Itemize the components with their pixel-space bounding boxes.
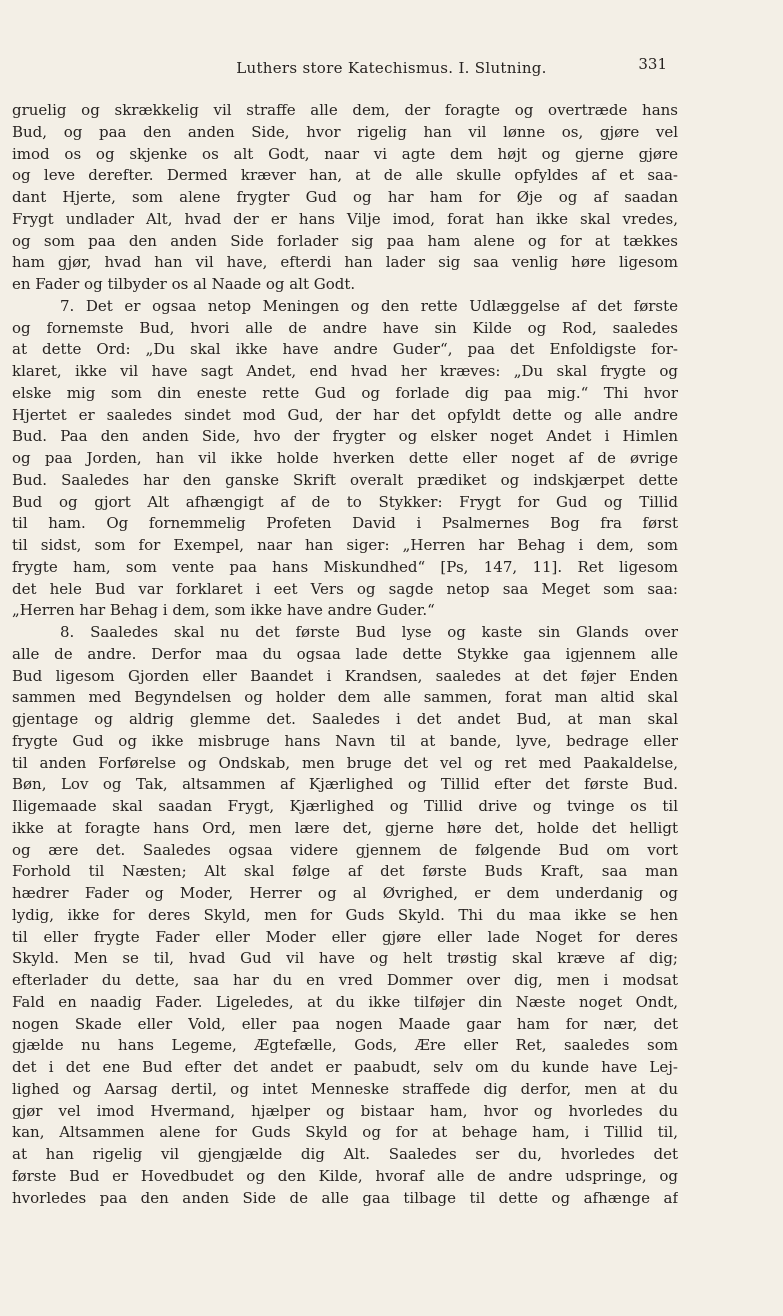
text-line: Forhold til Næsten; Alt skal følge af det første Buds Kraft, saa man — [12, 862, 678, 881]
text-line: lighed og Aarsag dertil, og intet Menneske straffede dig derfor, men at du — [12, 1079, 678, 1098]
text-line: Bud, og paa den anden Side, hvor rigelig han vil lønne os, gjøre vel — [12, 122, 678, 141]
text-line: hædrer Fader og Moder, Herrer og al Øvrighed, er dem underdanig og — [12, 884, 678, 902]
text-line: og ære det. Saaledes ogsaa videre gjennem de følgende Bud om vort — [12, 840, 678, 859]
text-line: „Herren har Behag i dem, som ikke have andre Guder.“ — [12, 601, 435, 620]
text-line: Bud. Saaledes har den ganske Skrift overalt prædiket og indskjærpet dette — [12, 470, 678, 489]
text-line: gruelig og skrækkelig vil straffe alle dem, der foragte og overtræde hans — [12, 101, 678, 119]
text-line: Hjertet er saaledes sindet mod Gud, der har det opfyldt dette og alle andre — [12, 405, 678, 424]
text-line: ham gjør, hvad han vil have, efterdi han lader sig saa venlig høre ligesom — [12, 253, 678, 272]
text-line: nogen Skade eller Vold, eller paa nogen Maade gaar ham for nær, det — [12, 1014, 678, 1033]
text-line: Fald en naadig Fader. Ligeledes, at du ikke tilføjer din Næste noget Ondt, — [12, 992, 678, 1011]
text-line: klaret, ikke vil have sagt Andet, end hvad her kræves: „Du skal frygte og — [12, 362, 678, 380]
text-line: ikke at foragte hans Ord, men lære det, gjerne høre det, holde det helligt — [12, 818, 678, 837]
text-line: kan, Altsammen alene for Guds Skyld og for at behage ham, i Tillid til, — [12, 1123, 678, 1142]
text-line: efterlader du dette, saa har du en vred Dommer over dig, men i modsat — [12, 971, 678, 989]
text-line: Iligemaade skal saadan Frygt, Kjærlighed og Tillid drive og tvinge os til — [12, 797, 678, 815]
text-line: første Bud er Hovedbudet og den Kilde, hvoraf alle de andre udspringe, og — [12, 1166, 678, 1185]
text-line: til anden Forførelse og Ondskab, men bruge det vel og ret med Paakaldelse, — [12, 753, 678, 772]
text-line: at han rigelig vil gjengjælde dig Alt. Saaledes ser du, hvorledes det — [12, 1145, 678, 1163]
text-line: det hele Bud var forklaret i eet Vers og sagde netop saa Meget som saa: — [12, 579, 678, 598]
text-line: hvorledes paa den anden Side de alle gaa tilbage til dette og afhænge af — [12, 1188, 678, 1207]
text-line: til ham. Og fornemmelig Profeten David i Psalmernes Bog fra først — [12, 514, 678, 533]
text-line: at dette Ord: „Du skal ikke have andre Guder“, paa det Enfoldigste for- — [12, 340, 678, 359]
text-line: og paa Jorden, han vil ikke holde hverken dette eller noget af de øvrige — [12, 449, 678, 467]
text-line: gjør vel imod Hvermand, hjælper og bistaar ham, hvor og hvorledes du — [12, 1101, 678, 1120]
text-line: gjælde nu hans Legeme, Ægtefælle, Gods, Ære eller Ret, saaledes som — [12, 1036, 678, 1055]
text-line: til sidst, som for Exempel, naar han siger: „Herren har Behag i dem, som — [12, 536, 678, 554]
text-line: Skyld. Men se til, hvad Gud vil have og helt trøstig skal kræve af dig; — [12, 949, 678, 968]
page-header — [0, 55, 783, 85]
text-line: sammen med Begyndelsen og holder dem alle sammen, forat man altid skal — [12, 688, 678, 707]
text-line: frygte Gud og ikke misbruge hans Navn til at bande, lyve, bedrage eller — [12, 731, 678, 750]
text-line: 8. Saaledes skal nu det første Bud lyse og kaste sin Glands over — [60, 623, 678, 641]
text-line: frygte ham, som vente paa hans Miskundhed“ [Ps, 147, 11]. Ret ligesom — [12, 557, 678, 576]
running-head: Luthers store Katechismus. I. Slutning. — [236, 59, 547, 77]
text-line: lydig, ikke for deres Skyld, men for Guds Skyld. Thi du maa ikke se hen — [12, 905, 678, 924]
text-line: det i det ene Bud efter det andet er paabudt, selv om du kunde have Lej- — [12, 1058, 678, 1076]
text-line: alle de andre. Derfor maa du ogsaa lade dette Stykke gaa igjennem alle — [12, 644, 678, 663]
text-line: en Fader og tilbyder os al Naade og alt Godt. — [12, 275, 356, 293]
text-line: til eller frygte Fader eller Moder eller gjøre eller lade Noget for deres — [12, 927, 678, 946]
text-line: elske mig som din eneste rette Gud og forlade dig paa mig.“ Thi hvor — [12, 383, 678, 402]
body-text — [12, 100, 678, 1209]
text-line: Frygt undlader Alt, hvad der er hans Vilje imod, forat han ikke skal vredes, — [12, 209, 678, 228]
text-line: dant Hjerte, som alene frygter Gud og har ham for Øje og af saadan — [12, 188, 678, 206]
page-number: 331 — [638, 55, 667, 73]
text-line: imod os og skjenke os alt Godt, naar vi agte dem højt og gjerne gjøre — [12, 144, 678, 163]
text-line: Bud ligesom Gjorden eller Baandet i Krandsen, saaledes at det føjer Enden — [12, 666, 678, 685]
text-line: 7. Det er ogsaa netop Meningen og den rette Udlæggelse af det første — [60, 296, 678, 315]
text-line: Bud. Paa den anden Side, hvo der frygter og elsker noget Andet i Himlen — [12, 427, 678, 446]
text-line: og leve derefter. Dermed kræver han, at de alle skulle opfyldes af et saa- — [12, 166, 678, 185]
text-line: Bud og gjort Alt afhængigt af de to Stykker: Frygt for Gud og Tillid — [12, 492, 678, 511]
text-line: og som paa den anden Side forlader sig paa ham alene og for at tækkes — [12, 231, 678, 250]
text-line: Bøn, Lov og Tak, altsammen af Kjærlighed og Tillid efter det første Bud. — [12, 775, 678, 794]
text-line: gjentage og aldrig glemme det. Saaledes i det andet Bud, at man skal — [12, 710, 678, 728]
text-line: og fornemste Bud, hvori alle de andre have sin Kilde og Rod, saaledes — [12, 318, 678, 337]
